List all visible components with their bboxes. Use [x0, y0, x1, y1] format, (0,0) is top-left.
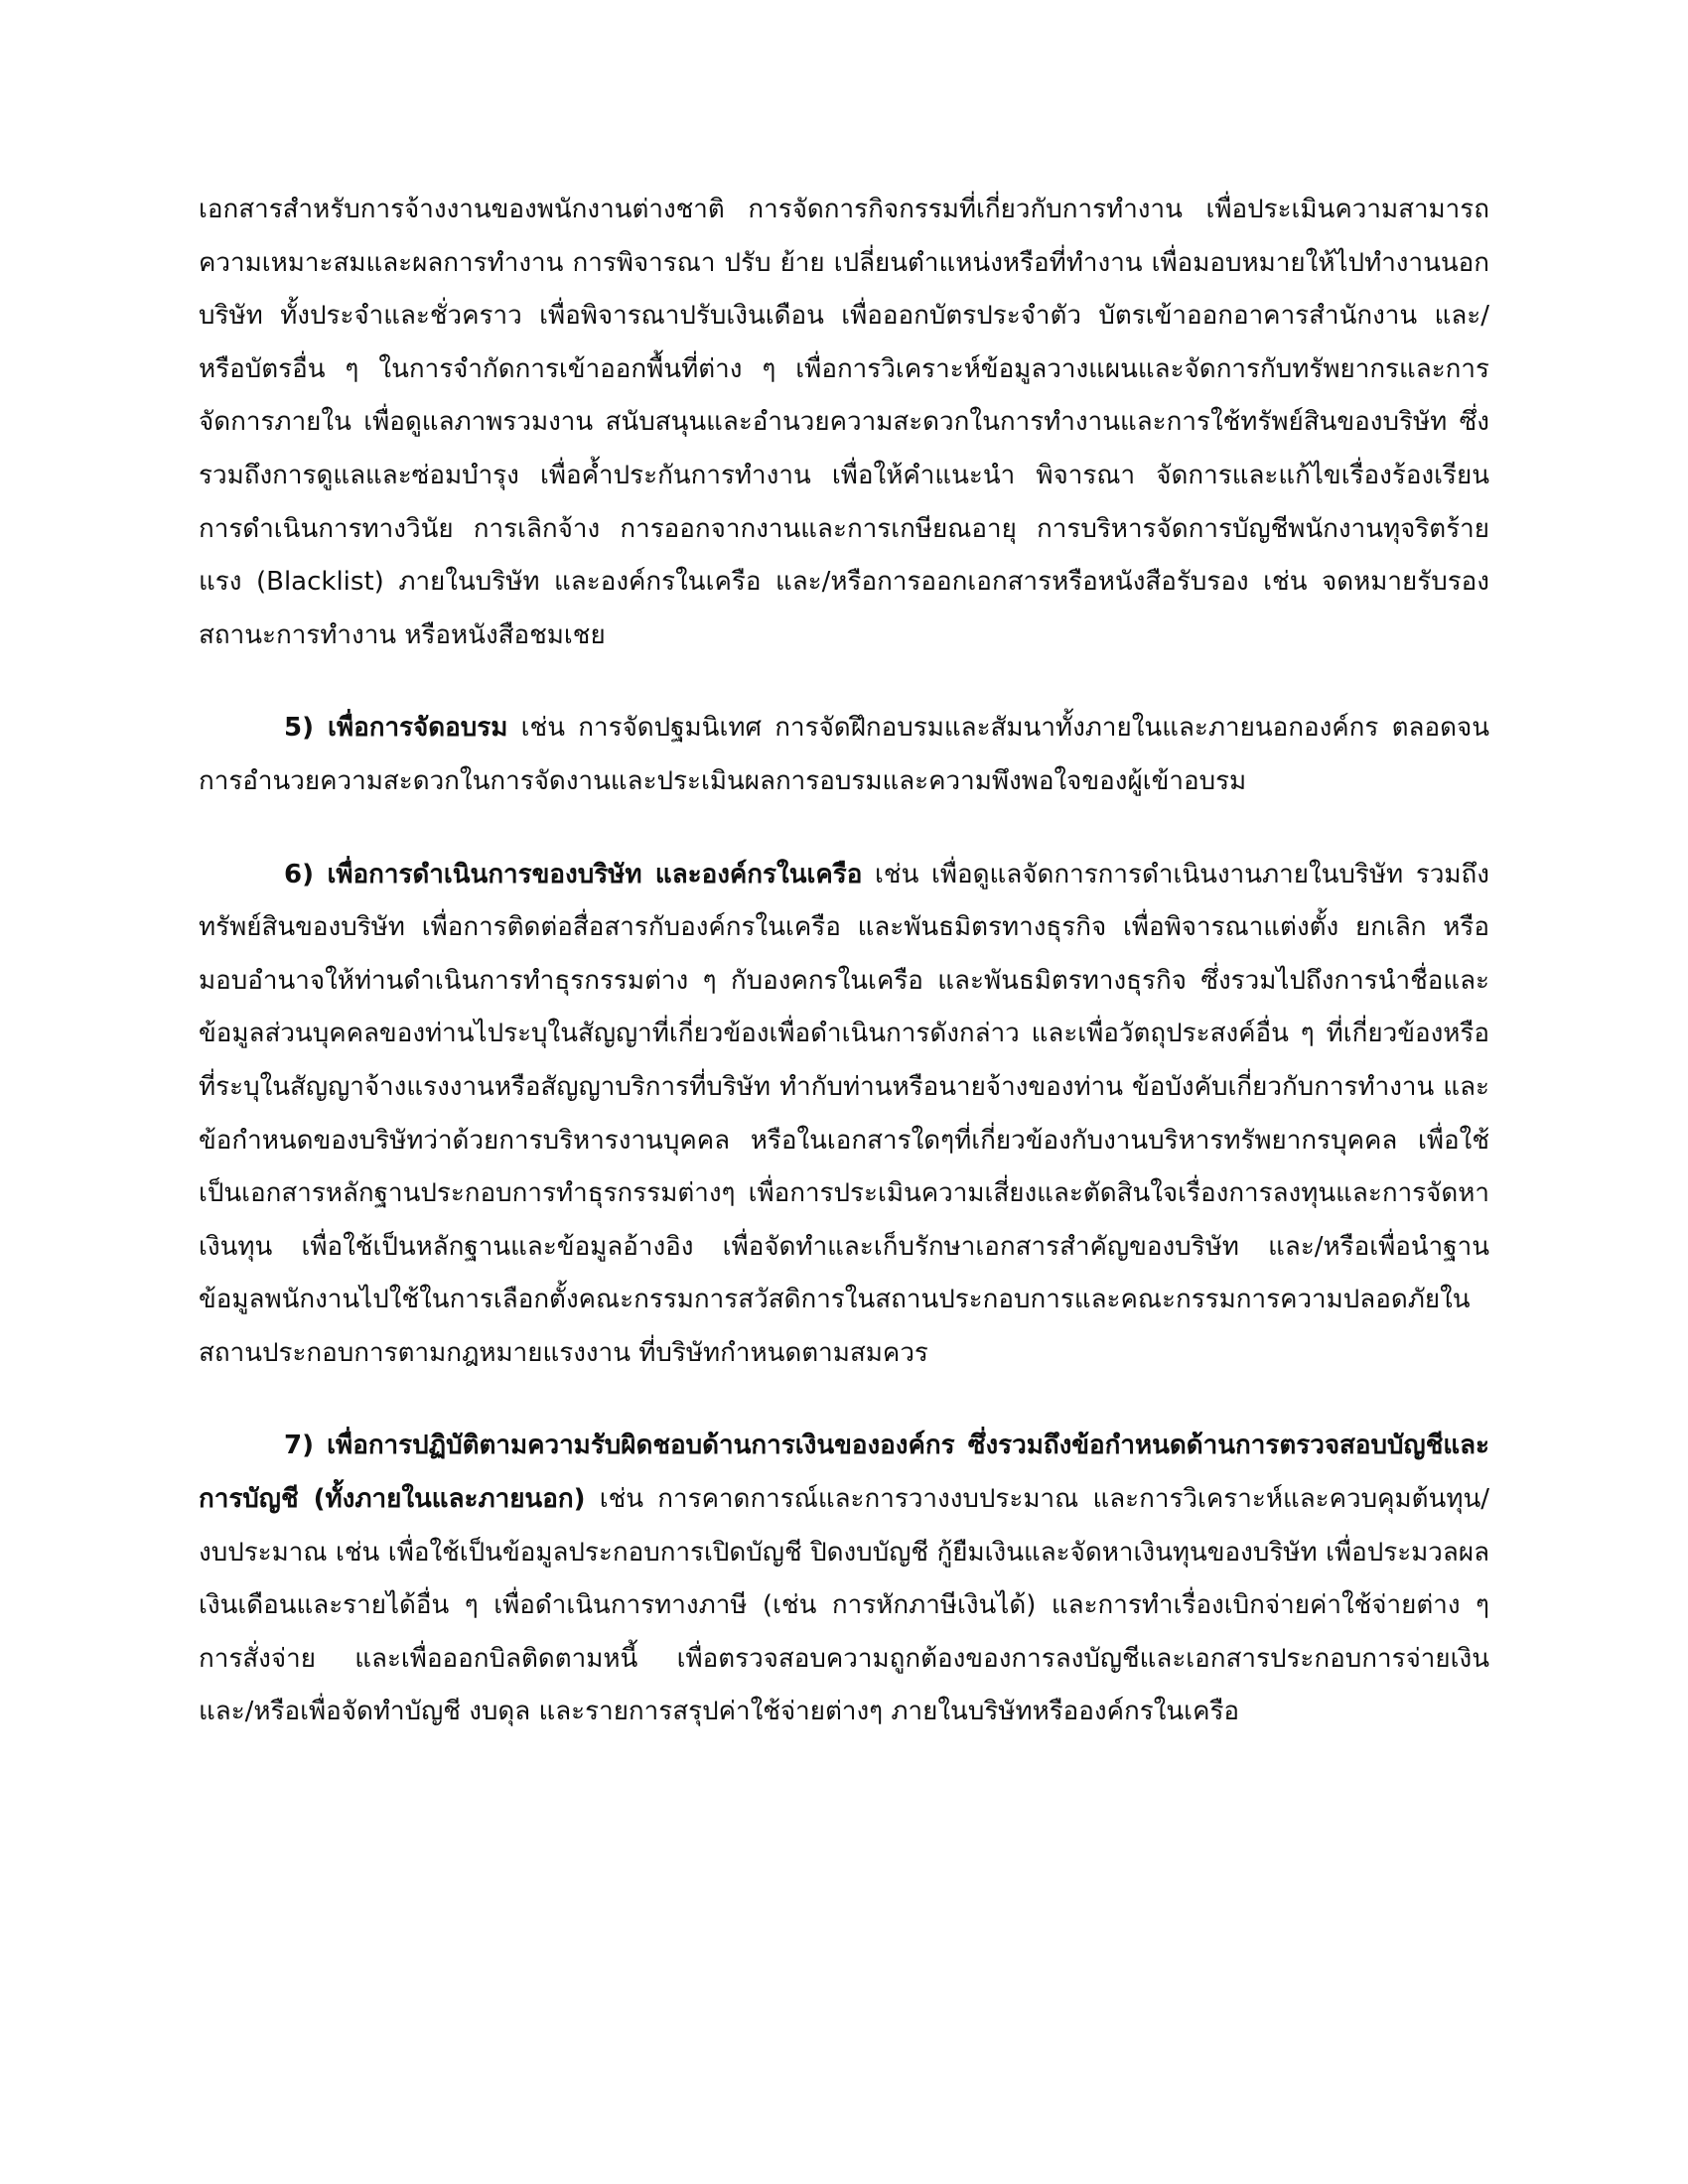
paragraph-text: เช่น การจัดปฐมนิเทศ การจัดฝึกอบรมและสัมนาทั้งภายในและภายนอกองค์กร ตลอดจนการอำนวยความสะดวกในการจัดงานและประเมินผลการอบรมและความพึงพอใจของผู้เข้าอบรม: [199, 713, 1489, 796]
paragraph-company-operations: [199, 849, 1489, 1381]
paragraph-training: [199, 702, 1489, 808]
paragraph-financial-compliance: [199, 1420, 1489, 1739]
paragraph-text: เอกสารสำหรับการจ้างงานของพนักงานต่างชาติ การจัดการกิจกรรมที่เกี่ยวกับการทำงาน เพื่อประเมินความสามารถ ความเหมาะสมและผลการทำงาน การพิจารณา ปรับ ย้าย เปลี่ยนตำแหน่งหรือที่ทำงาน เพื่อมอบหมายให้ไปทำงานนอกบริษัท ทั้งประจำและชั่วคราว เพื่อพิจารณาปรับเงินเดือน เพื่อออกบัตรประจำตัว บัตรเข้าออกอาคารสำนักงาน และ/หรือบัตรอื่น ๆ ในการจำกัดการเข้าออกพื้นที่ต่าง ๆ เพื่อการวิเคราะห์ข้อมูลวางแผนและจัดการกับทรัพยากรและการจัดการภายใน เพื่อดูแลภาพรวมงาน สนับสนุนและอำนวยความสะดวกในการทำงานและการใช้ทรัพย์สินของบริษัท ซึ่งรวมถึงการดูแลและซ่อมบำรุง เพื่อค้ำประกันการทำงาน เพื่อให้คำแนะนำ พิจารณา จัดการและแก้ไขเรื่องร้องเรียน การดำเนินการทางวินัย การเลิกจ้าง การออกจากงานและการเกษียณอายุ การบริหารจัดการบัญชีพนักงานทุจริตร้ายแรง (Blacklist) ภายในบริษัท และองค์กรในเครือ และ/หรือการออกเอกสารหรือหนังสือรับรอง เช่น จดหมายรับรองสถานะการทำงาน หรือหนังสือชมเชย: [199, 195, 1489, 650]
paragraph-heading: 6) เพื่อการดำเนินการของบริษัท และองค์กรในเครือ: [284, 859, 863, 889]
paragraph-heading: 5) เพื่อการจัดอบรม: [284, 713, 508, 744]
paragraph-text: เช่น การคาดการณ์และการวางงบประมาณ และการวิเคราะห์และควบคุมต้นทุน/งบประมาณ เช่น เพื่อใช้เป็นข้อมูลประกอบการเปิดบัญชี ปิดงบบัญชี กู้ยืมเงินและจัดหาเงินทุนของบริษัท เพื่อประมวลผลเงินเดือนและรายได้อื่น ๆ เพื่อดำเนินการทางภาษี (เช่น การหักภาษีเงินได้) และการทำเรื่องเบิกจ่ายค่าใช้จ่ายต่าง ๆ การสั่งจ่าย และเพื่อออกบิลติดตามหนี้ เพื่อตรวจสอบความถูกต้องของการลงบัญชีและเอกสารประกอบการจ่ายเงิน และ/หรือเพื่อจัดทำบัญชี งบดุล และรายการสรุปค่าใช้จ่ายต่างๆ ภายในบริษัทหรือองค์กรในเครือ: [199, 1484, 1489, 1727]
document-page: [199, 184, 1489, 1779]
paragraph-heading: 7) เพื่อการปฏิบัติตามความรับผิดชอบด้านการเงินขององค์กร ซึ่งรวมถึงข้อกำหนดด้านการตรวจสอบบัญชีและการบัญชี (ทั้งภายในและภายนอก): [199, 1431, 1489, 1515]
paragraph-text: เช่น เพื่อดูแลจัดการการดำเนินงานภายในบริษัท รวมถึงทรัพย์สินของบริษัท เพื่อการติดต่อสื่อสารกับองค์กรในเครือ และพันธมิตรทางธุรกิจ เพื่อพิจารณาแต่งตั้ง ยกเลิก หรือมอบอำนาจให้ท่านดำเนินการทำธุรกรรมต่าง ๆ กับองคกรในเครือ และพันธมิตรทางธุรกิจ ซึ่งรวมไปถึงการนำชื่อและข้อมูลส่วนบุคคลของท่านไประบุในสัญญาที่เกี่ยวข้องเพื่อดำเนินการดังกล่าว และเพื่อวัตถุประสงค์อื่น ๆ ที่เกี่ยวข้องหรือที่ระบุในสัญญาจ้างแรงงานหรือสัญญาบริการที่บริษัท ทำกับท่านหรือนายจ้างของท่าน ข้อบังคับเกี่ยวกับการทำงาน และข้อกำหนดของบริษัทว่าด้วยการบริหารงานบุคคล หรือในเอกสารใดๆที่เกี่ยวข้องกับงานบริหารทรัพยากรบุคคล เพื่อใช้เป็นเอกสารหลักฐานประกอบการทำธุรกรรมต่างๆ เพื่อการประเมินความเสี่ยงและตัดสินใจเรื่องการลงทุนและการจัดหาเงินทุน เพื่อใช้เป็นหลักฐานและข้อมูลอ้างอิง เพื่อจัดทำและเก็บรักษาเอกสารสำคัญของบริษัท และ/หรือเพื่อนำฐานข้อมูลพนักงานไปใช้ในการเลือกตั้งคณะกรรมการสวัสดิการในสถานประกอบการและคณะกรรมการความปลอดภัยในสถานประกอบการตามกฎหมายแรงงาน ที่บริษัทกำหนดตามสมควร: [199, 859, 1489, 1368]
paragraph-continuation: [199, 184, 1489, 662]
